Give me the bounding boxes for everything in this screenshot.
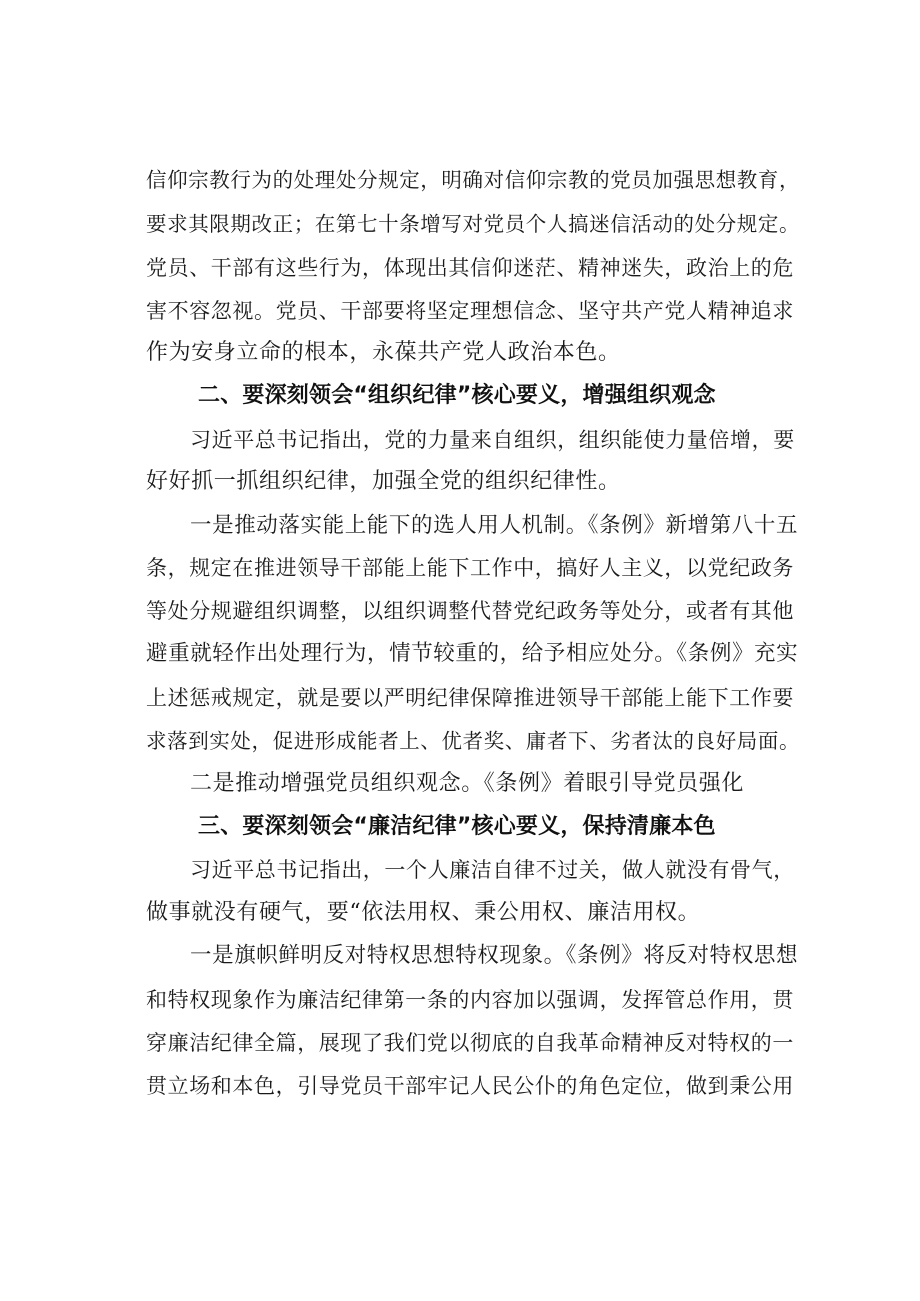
paragraph-line: 避重就轻作出处理行为，情节较重的，给予相应处分。《条例》充实 [146, 641, 799, 666]
paragraph-line: 条，规定在推进领导干部能上能下工作中，搞好人主义，以党纪政务 [146, 556, 794, 580]
paragraph-line: 习近平总书记指出，党的力量来自组织，组织能使力量倍增，要 [190, 428, 795, 452]
paragraph-line: 贯立场和本色，引导党员干部牢记人民公仆的角色定位，做到秉公用 [146, 1074, 794, 1098]
paragraph-line: 一是推动落实能上能下的选人用人机制。《条例》新增第八十五 [190, 513, 799, 538]
paragraph-line: 好好抓一抓组织纪律，加强全党的组织纪律性。 [146, 469, 621, 494]
paragraph-line: 等处分规避组织调整，以组织调整代替党纪政务等处分，或者有其他 [146, 599, 794, 623]
paragraph-line: 二是推动增强党员组织观念。《条例》着眼引导党员强化 [190, 771, 745, 796]
paragraph-line: 穿廉洁纪律全篇，展现了我们党以彻底的自我革命精神反对特权的一 [146, 1031, 794, 1055]
paragraph-line: 做事就没有硬气，要“依法用权、秉公用权、廉洁用权。 [146, 900, 701, 925]
paragraph-line: 一是旗帜鲜明反对特权思想特权现象。《条例》将反对特权思想 [190, 943, 799, 968]
paragraph-line: 作为安身立命的根本，永葆共产党人政治本色。 [146, 340, 621, 365]
paragraph-line: 害不容忽视。党员、干部要将坚定理想信念、坚守共产党人精神追求 [146, 299, 794, 323]
paragraph-line: 求落到实处，促进形成能者上、优者奖、庸者下、劣者汰的良好局面。 [146, 729, 801, 753]
paragraph-line: 习近平总书记指出，一个人廉洁自律不过关，做人就没有骨气， [190, 858, 795, 882]
paragraph-line: 信仰宗教行为的处理处分规定，明确对信仰宗教的党员加强思想教育， [146, 168, 801, 192]
section-heading-2: 二、要深刻领会“组织纪律”核心要义，增强组织观念 [198, 383, 716, 408]
paragraph-line: 和特权现象作为廉洁纪律第一条的内容加以强调，发挥管总作用，贯 [146, 988, 794, 1012]
paragraph-line: 要求其限期改正；在第七十条增写对党员个人搞迷信活动的处分规定。 [146, 212, 801, 236]
paragraph-line: 上述惩戒规定，就是要以严明纪律保障推进领导干部能上能下工作要 [146, 686, 794, 710]
section-heading-3: 三、要深刻领会“廉洁纪律”核心要义，保持清廉本色 [198, 814, 716, 839]
paragraph-line: 党员、干部有这些行为，体现出其信仰迷茫、精神迷失，政治上的危 [146, 256, 794, 280]
